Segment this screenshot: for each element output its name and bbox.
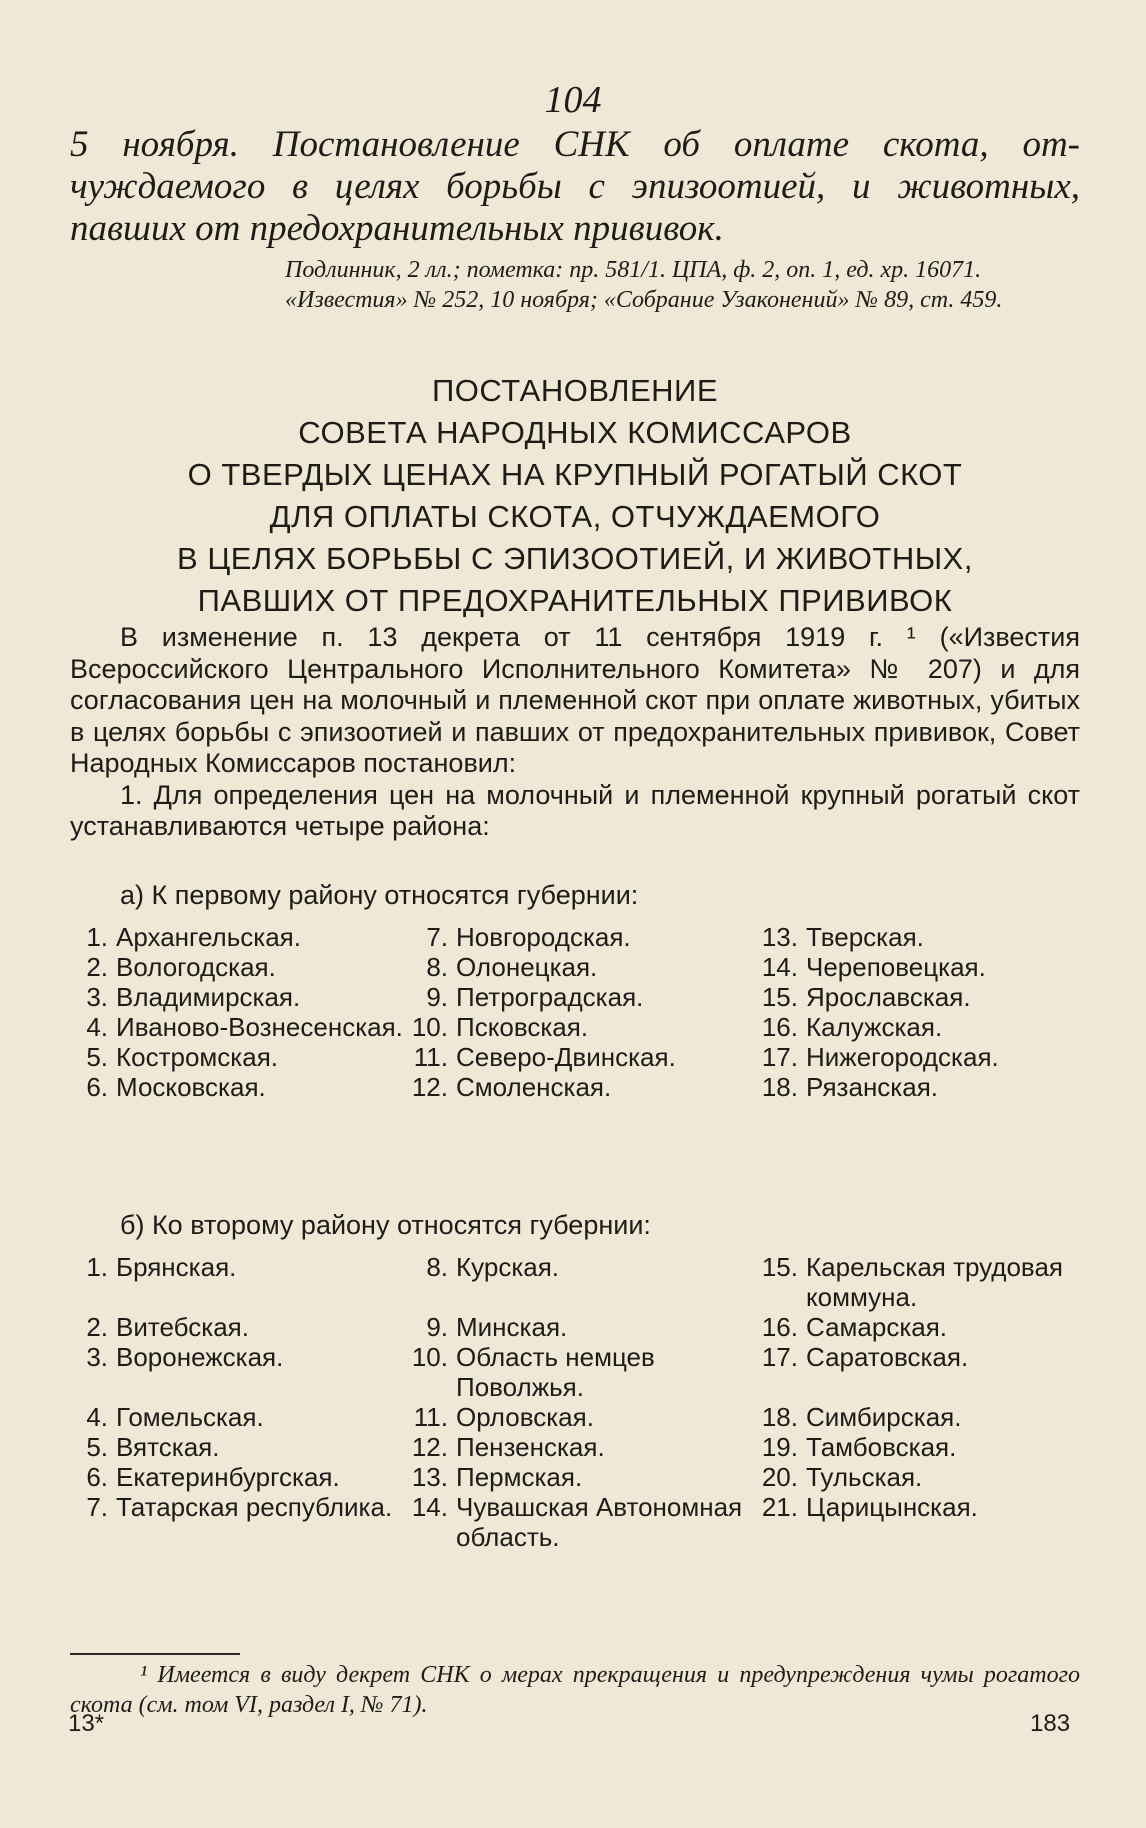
title-line: ПОСТАНОВЛЕНИЕ: [431, 373, 719, 408]
province-name: Иваново-Вознесенская.: [116, 1012, 403, 1042]
province-name: Гомельская.: [116, 1402, 264, 1432]
list-row: [68, 1462, 1080, 1492]
item-number: 19.: [761, 1432, 798, 1462]
item-number: 18.: [761, 1402, 798, 1432]
decree-title: [70, 370, 1080, 622]
list-row: [68, 1012, 1080, 1042]
list-item: [758, 1252, 1080, 1312]
intro-paragraph: В изменение п. 13 декрета от 11 сентября 1919 г. ¹ («Известия Всероссийского Центрального Исполнительного Комитета» № 207) и для согласования цен на молочный и племенной скот при оплате животных, убитых в целях борьбы с эпизоотией и павших от предохранительных прививок, Совет Народных Комиссаров постановил:: [70, 622, 1080, 778]
province-name: Рязанская.: [806, 1072, 939, 1102]
item-number: 8.: [426, 952, 448, 982]
item-number: 10.: [411, 1012, 448, 1042]
province-name: Вологодская.: [116, 952, 276, 982]
region-a-list: [68, 922, 1080, 1102]
list-item: [68, 1252, 408, 1312]
item-number: 3.: [86, 982, 108, 1012]
item-number: 4.: [86, 1012, 108, 1042]
list-row: [68, 1432, 1080, 1462]
list-item: [408, 1312, 758, 1342]
province-name: Саратовская.: [806, 1342, 969, 1372]
list-item: [408, 1462, 758, 1492]
item-number: 3.: [86, 1342, 108, 1372]
list-item: [758, 1072, 1080, 1102]
item-number: 6.: [86, 1072, 108, 1102]
item-number: 5.: [86, 1042, 108, 1072]
list-item: [408, 982, 758, 1012]
list-item: [758, 1402, 1080, 1432]
list-row: [68, 1252, 1080, 1312]
title-line: В ЦЕЛЯХ БОРЬБЫ С ЭПИЗООТИЕЙ, И ЖИВОТНЫХ,: [177, 541, 973, 576]
province-name: Екатеринбургская.: [116, 1462, 340, 1492]
title-line: О ТВЕРДЫХ ЦЕНАХ НА КРУПНЫЙ РОГАТЫЙ СКОТ: [187, 457, 963, 492]
footnote-text: ¹ Имеется в виду декрет СНК о мерах прекращения и предупреждения чумы рогатого скота (см. том VI, раздел I, № 71).: [70, 1662, 1080, 1718]
item-number: 20.: [761, 1462, 798, 1492]
source-references: [70, 255, 1080, 315]
province-name: Область немцев Поволжья.: [456, 1342, 655, 1402]
list-row: [68, 1402, 1080, 1432]
province-name: Архангельская.: [116, 922, 301, 952]
item-number: 13.: [761, 922, 798, 952]
province-name: Калужская.: [806, 1012, 943, 1042]
province-name: Курская.: [456, 1252, 560, 1282]
list-item: [758, 922, 1080, 952]
province-name: Северо-Двинская.: [456, 1042, 676, 1072]
province-name: Татарская республика.: [116, 1492, 393, 1522]
province-name: Орловская.: [456, 1402, 594, 1432]
title-line: ДЛЯ ОПЛАТЫ СКОТА, ОТЧУЖДАЕМОГО: [269, 499, 881, 534]
province-name: Новгородская.: [456, 922, 631, 952]
province-name: Карельская трудовая коммуна.: [806, 1252, 1063, 1312]
list-item: [68, 922, 408, 952]
title-line: ПАВШИХ ОТ ПРЕДОХРАНИТЕЛЬНЫХ ПРИВИВОК: [197, 583, 953, 618]
list-item: [68, 1072, 408, 1102]
source-publication-line: «Известия» № 252, 10 ноября; «Собрание Узаконений» № 89, ст. 459.: [285, 287, 1003, 313]
item-number: 18.: [761, 1072, 798, 1102]
list-item: [758, 1312, 1080, 1342]
source-archive-line: Подлинник, 2 лл.; пометка: пр. 581/1. ЦПА, ф. 2, оп. 1, ед. хр. 16071.: [285, 257, 982, 283]
list-item: [68, 1342, 408, 1402]
province-name: Олонецкая.: [456, 952, 598, 982]
list-item: [408, 952, 758, 982]
province-name: Пензенская.: [456, 1432, 605, 1462]
list-item: [408, 1252, 758, 1312]
province-name: Царицынская.: [806, 1492, 978, 1522]
province-name: Пермская.: [456, 1462, 583, 1492]
province-name: Брянская.: [116, 1252, 237, 1282]
list-item: [408, 1432, 758, 1462]
list-row: [68, 922, 1080, 952]
province-name: Витебская.: [116, 1312, 249, 1342]
province-name: Воронежская.: [116, 1342, 284, 1372]
list-row: [68, 982, 1080, 1012]
item-number: 1.: [86, 1252, 108, 1282]
list-item: [68, 1492, 408, 1552]
list-item: [68, 982, 408, 1012]
list-row: [68, 952, 1080, 982]
point-1-paragraph: 1. Для определения цен на молочный и племенной крупный рогатый скот устанавливаются четыре района:: [70, 779, 1080, 841]
list-item: [68, 952, 408, 982]
item-number: 14.: [411, 1492, 448, 1522]
document-heading: 5 ноября. Постановление СНК об оплате скота, отчуждаемого в целях борьбы с эпизоотией, и животных, павших от предохранительных прививок.: [70, 124, 1080, 249]
list-item: [68, 1012, 408, 1042]
province-name: Петроградская.: [456, 982, 644, 1012]
item-number: 8.: [426, 1252, 448, 1282]
province-name: Владимирская.: [116, 982, 301, 1012]
list-item: [758, 1492, 1080, 1552]
province-name: Череповецкая.: [806, 952, 986, 982]
item-number: 7.: [86, 1492, 108, 1522]
item-number: 16.: [761, 1312, 798, 1342]
item-number: 6.: [86, 1462, 108, 1492]
item-number: 12.: [411, 1072, 448, 1102]
region-a-label: а) К первому району относятся губернии:: [120, 880, 639, 910]
list-row: [68, 1342, 1080, 1402]
item-number: 13.: [411, 1462, 448, 1492]
list-row: [68, 1312, 1080, 1342]
item-number: 2.: [86, 1312, 108, 1342]
province-name: Московская.: [116, 1072, 266, 1102]
list-item: [408, 1072, 758, 1102]
item-number: 15.: [761, 1252, 798, 1282]
province-name: Чувашская Автономная область.: [456, 1492, 743, 1552]
list-item: [68, 1312, 408, 1342]
item-number: 10.: [411, 1342, 448, 1372]
document-number: 104: [544, 79, 602, 121]
item-number: 9.: [426, 982, 448, 1012]
item-number: 11.: [413, 1402, 448, 1432]
signature-mark: 13*: [68, 1710, 105, 1737]
list-item: [68, 1402, 408, 1432]
region-b-list: [68, 1252, 1080, 1552]
list-item: [758, 952, 1080, 982]
list-item: [758, 1012, 1080, 1042]
list-item: [758, 1432, 1080, 1462]
province-name: Симбирская.: [806, 1402, 962, 1432]
item-number: 7.: [426, 922, 448, 952]
item-number: 5.: [86, 1432, 108, 1462]
list-item: [408, 1042, 758, 1072]
item-number: 21.: [761, 1492, 798, 1522]
list-row: [68, 1042, 1080, 1072]
item-number: 17.: [761, 1342, 798, 1372]
province-name: Тамбовская.: [806, 1432, 957, 1462]
province-name: Вятская.: [116, 1432, 220, 1462]
list-item: [408, 1012, 758, 1042]
province-name: Псковская.: [456, 1012, 589, 1042]
title-line: СОВЕТА НАРОДНЫХ КОМИССАРОВ: [298, 415, 852, 450]
item-number: 16.: [761, 1012, 798, 1042]
item-number: 9.: [426, 1312, 448, 1342]
item-number: 2.: [86, 952, 108, 982]
page-number: 183: [1030, 1710, 1071, 1737]
list-item: [758, 982, 1080, 1012]
list-item: [758, 1462, 1080, 1492]
footnote: [70, 1660, 1080, 1720]
list-row: [68, 1072, 1080, 1102]
item-number: 15.: [761, 982, 798, 1012]
list-row: [68, 1492, 1080, 1552]
list-item: [758, 1042, 1080, 1072]
list-item: [408, 1402, 758, 1432]
item-number: 14.: [761, 952, 798, 982]
region-b-label: б) Ко второму району относятся губернии:: [120, 1210, 651, 1240]
item-number: 11.: [413, 1042, 448, 1072]
footnote-divider: [70, 1653, 240, 1655]
item-number: 1.: [86, 922, 108, 952]
province-name: Ярославская.: [806, 982, 971, 1012]
province-name: Минская.: [456, 1312, 568, 1342]
province-name: Смоленская.: [456, 1072, 612, 1102]
list-item: [408, 1342, 758, 1402]
item-number: 17.: [761, 1042, 798, 1072]
list-item: [758, 1342, 1080, 1402]
item-number: 12.: [411, 1432, 448, 1462]
province-name: Тульская.: [806, 1462, 923, 1492]
province-name: Самарская.: [806, 1312, 948, 1342]
decree-body: [70, 622, 1080, 843]
list-item: [68, 1462, 408, 1492]
province-name: Тверская.: [806, 922, 924, 952]
list-item: [408, 1492, 758, 1552]
list-item: [68, 1042, 408, 1072]
province-name: Костромская.: [116, 1042, 279, 1072]
item-number: 4.: [86, 1402, 108, 1432]
list-item: [68, 1432, 408, 1462]
province-name: Нижегородская.: [806, 1042, 999, 1072]
list-item: [408, 922, 758, 952]
